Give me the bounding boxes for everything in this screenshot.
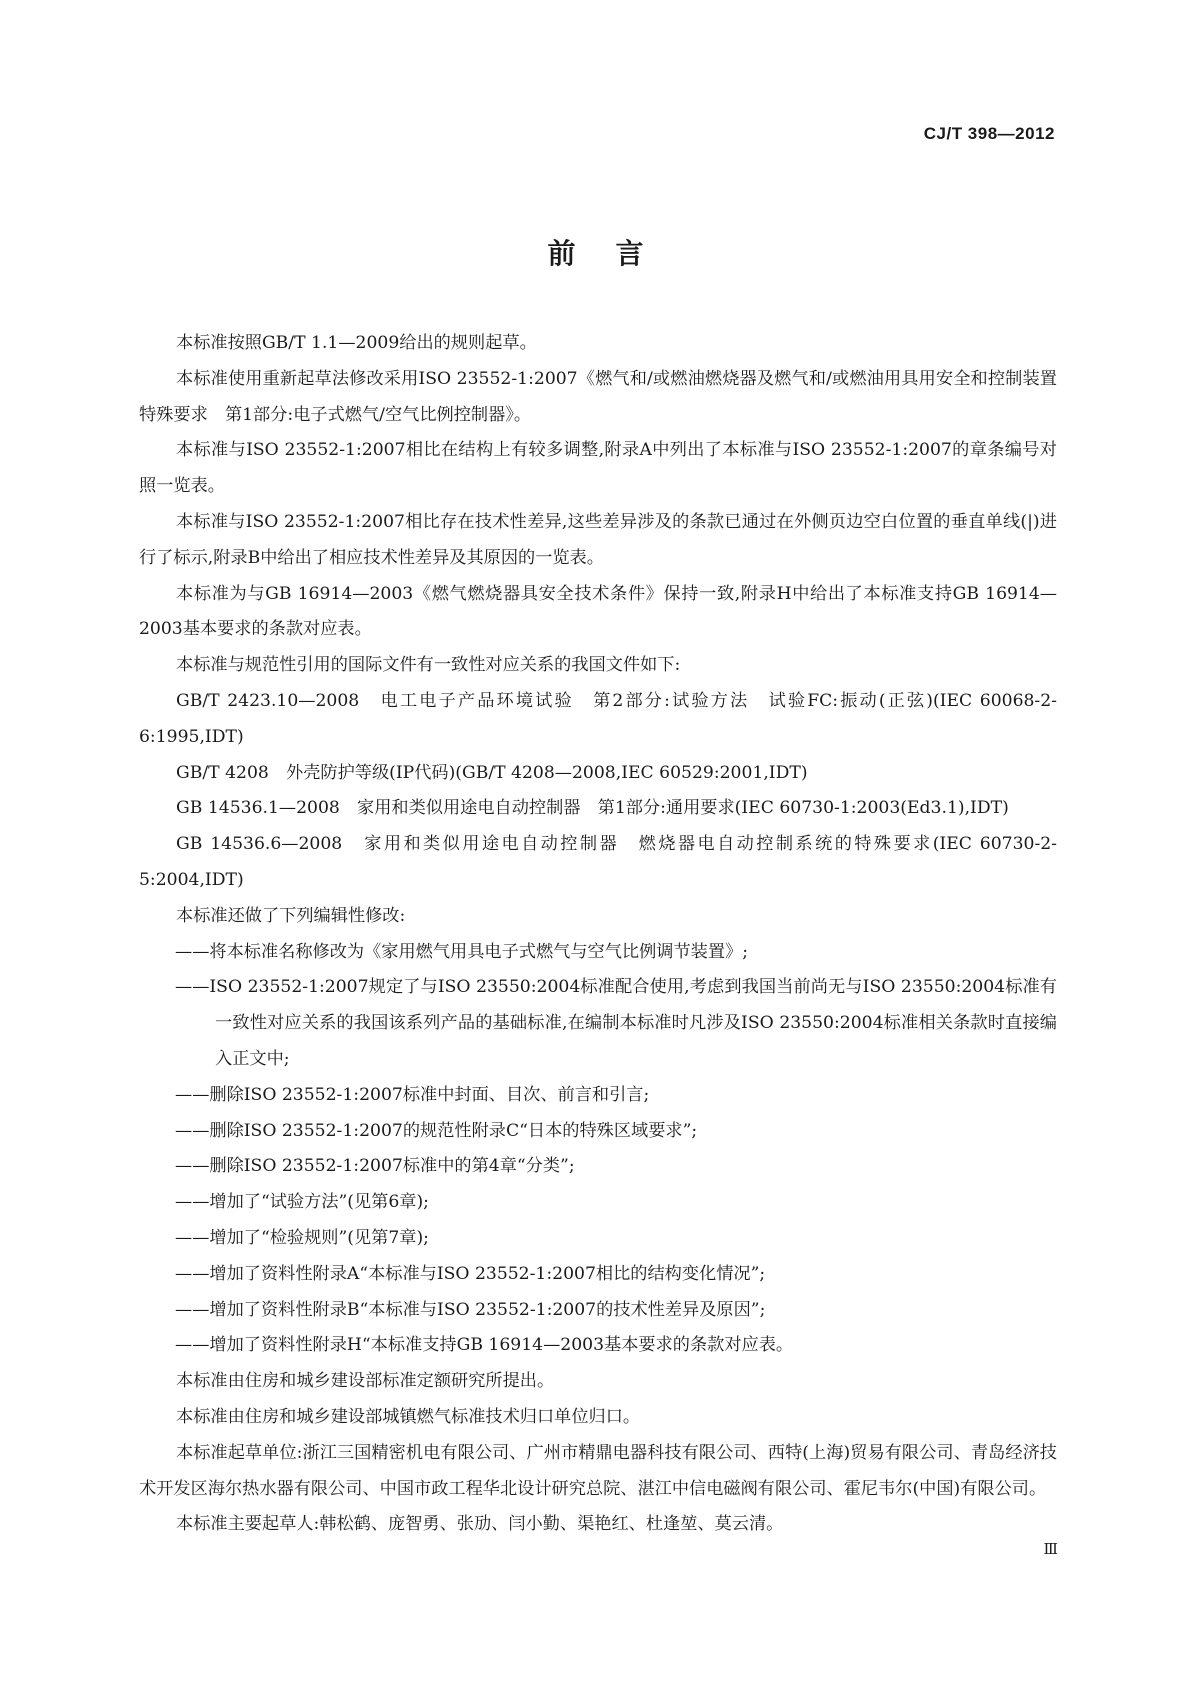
reference-item: GB 14536.6—2008 家用和类似用途电自动控制器 燃烧器电自动控制系统的特殊要求(IEC 60730-2-5:2004,IDT) (139, 834, 1057, 890)
edit-item: ——ISO 23552-1:2007规定了与ISO 23550:2004标准配合使用,考虑到我国当前尚无与ISO 23550:2004标准有一致性对应关系的我国该系列产品的基础标准,在编制本标准时凡涉及ISO 23550:2004标准相关条款时直接编入正文中; (175, 977, 1057, 1069)
paragraph-proposer: 本标准由住房和城乡建设部标准定额研究所提出。 (176, 1371, 555, 1392)
paragraph-references-intro: 本标准与规范性引用的国际文件有一致性对应关系的我国文件如下: (176, 655, 681, 676)
edit-item: ——删除ISO 23552-1:2007标准中封面、目次、前言和引言; (175, 1084, 650, 1105)
paragraph-gb-consistency: 本标准为与GB 16914—2003《燃气燃烧器具安全技术条件》保持一致,附录H中给出了本标准支持GB 16914—2003基本要求的条款对应表。 (139, 583, 1057, 640)
edit-item: ——增加了“检验规则”(见第7章); (175, 1227, 429, 1248)
paragraph-drafters: 本标准主要起草人:韩松鹤、庞智勇、张劢、闫小勤、渠艳红、杜逢堃、莫云清。 (176, 1514, 784, 1535)
edit-item: ——将本标准名称修改为《家用燃气用具电子式燃气与空气比例调节装置》; (175, 941, 748, 962)
edit-item: ——删除ISO 23552-1:2007的规范性附录C“日本的特殊区域要求”; (175, 1120, 698, 1141)
reference-item: GB 14536.1—2008 家用和类似用途电自动控制器 第1部分:通用要求(IEC 60730-1:2003(Ed3.1),IDT) (176, 798, 1009, 819)
edit-item: ——增加了“试验方法”(见第6章); (175, 1192, 429, 1213)
edit-item: ——增加了资料性附录B“本标准与ISO 23552-1:2007的技术性差异及原因”; (175, 1299, 766, 1320)
paragraph-adoption: 本标准使用重新起草法修改采用ISO 23552-1:2007《燃气和/或燃油燃烧器及燃气和/或燃油用具用安全和控制装置 特殊要求 第1部分:电子式燃气/空气比例控制器》。 (139, 368, 1075, 425)
edit-item: ——删除ISO 23552-1:2007标准中的第4章“分类”; (175, 1156, 575, 1177)
page-number: Ⅲ (1043, 1540, 1058, 1558)
paragraph-edits-intro: 本标准还做了下列编辑性修改: (176, 905, 406, 926)
paragraph-drafting-rules: 本标准按照GB/T 1.1—2009给出的规则起草。 (176, 333, 537, 353)
paragraph-administrator: 本标准由住房和城乡建设部城镇燃气标准技术归口单位归口。 (176, 1406, 641, 1427)
standard-code: CJ/T 398—2012 (923, 124, 1055, 143)
edit-item: ——增加了资料性附录A“本标准与ISO 23552-1:2007相比的结构变化情况”; (175, 1263, 766, 1284)
paragraph-technical-differences: 本标准与ISO 23552-1:2007相比存在技术性差异,这些差异涉及的条款已通过在外侧页边空白位置的垂直单线(|)进行了标示,附录B中给出了相应技术性差异及其原因的一览表。 (139, 511, 1057, 568)
reference-item: GB/T 2423.10—2008 电工电子产品环境试验 第2部分:试验方法 试验FC:振动(正弦)(IEC 60068-2-6:1995,IDT) (139, 690, 1057, 747)
paragraph-structure: 本标准与ISO 23552-1:2007相比在结构上有较多调整,附录A中列出了本标准与ISO 23552-1:2007的章条编号对照一览表。 (139, 440, 1057, 497)
page-title: 前言 (547, 237, 684, 270)
edit-item: ——增加了资料性附录H“本标准支持GB 16914—2003基本要求的条款对应表。 (175, 1335, 794, 1356)
reference-item: GB/T 4208 外壳防护等级(IP代码)(GB/T 4208—2008,IEC 60529:2001,IDT) (176, 762, 808, 783)
document-body (139, 326, 1075, 1543)
paragraph-drafting-units: 本标准起草单位:浙江三国精密机电有限公司、广州市精鼎电器科技有限公司、西特(上海)贸易有限公司、青岛经济技术开发区海尔热水器有限公司、中国市政工程华北设计研究总院、湛江中信电磁阀有限公司、霍尼韦尔(中国)有限公司。 (139, 1442, 1057, 1499)
